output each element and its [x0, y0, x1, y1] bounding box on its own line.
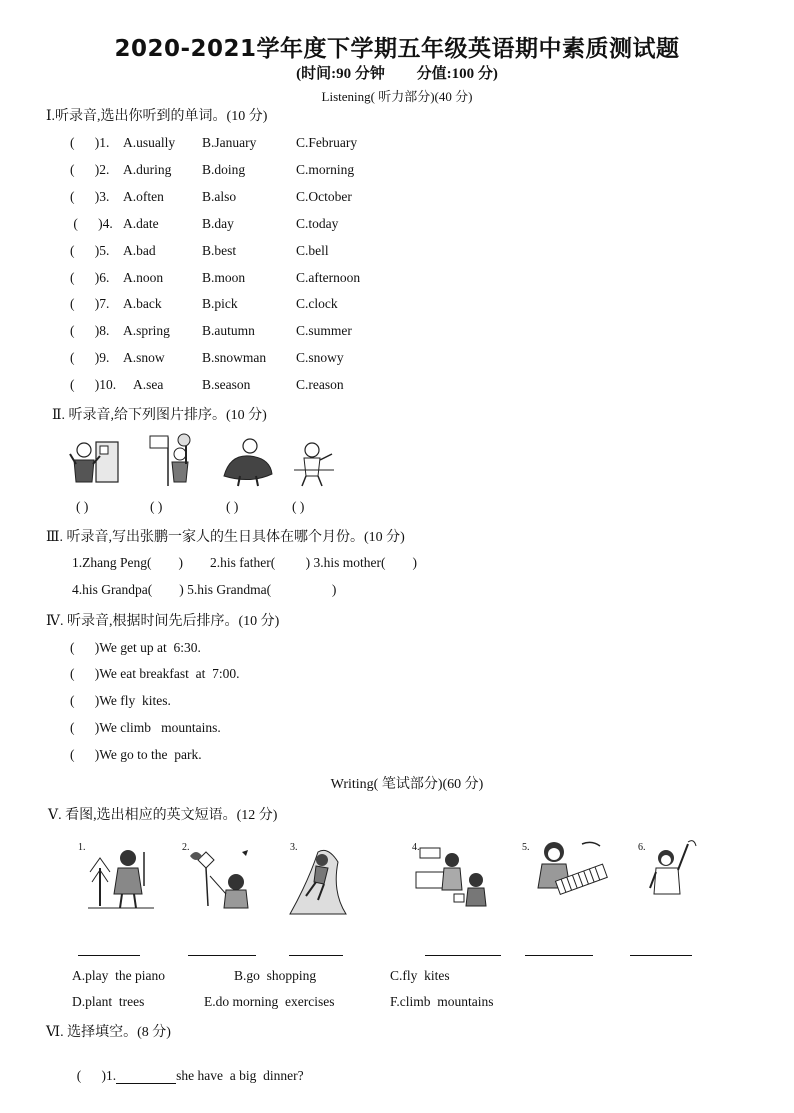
picture-4	[290, 440, 338, 488]
page-title: 2020-2021学年度下学期五年级英语期中素质测试题	[114, 36, 680, 62]
picture-play-the-piano	[522, 838, 608, 902]
answer-line-5[interactable]	[525, 955, 593, 956]
option-b-text: B.best	[202, 242, 237, 258]
option-b-text: B.also	[202, 188, 237, 204]
picture-number-2: 2.	[182, 842, 190, 853]
option-a-text: A.snow	[123, 350, 165, 366]
question-1-number: ( )1.	[76, 1068, 117, 1083]
option-b-text: B.season	[202, 377, 251, 393]
question-row	[0, 377, 794, 397]
listening-heading: Listening( 听力部分)(40 分)	[321, 89, 473, 104]
option-c-text: C.summer	[296, 323, 352, 339]
picture-number-1: 1.	[78, 842, 86, 853]
question-number[interactable]: ( )2.	[70, 161, 110, 177]
question-row	[0, 216, 794, 236]
picture-bracket-4[interactable]: ( )	[292, 499, 305, 514]
answer-line-6[interactable]	[630, 955, 692, 956]
option-c-text: C.morning	[296, 161, 355, 177]
option-b-text: B.autumn	[202, 323, 255, 339]
section-3-title: Ⅲ. 听录音,写出张鹏一家人的生日具体在哪个月份。(10 分)	[46, 530, 405, 545]
picture-number-3: 3.	[290, 842, 298, 853]
section-1-title: Ⅰ.听录音,选出你听到的单词。(10 分)	[46, 109, 268, 124]
option-c-text: C.today	[296, 215, 339, 231]
writing-heading: Writing( 笔试部分)(60 分)	[330, 777, 484, 792]
picture-number-4: 4.	[412, 842, 420, 853]
question-row	[0, 296, 794, 316]
picture-go-shopping	[414, 846, 494, 908]
subtitle-time: (时间:90 分钟	[296, 66, 385, 82]
answer-line-3[interactable]	[289, 955, 343, 956]
option-c-text: C.reason	[296, 377, 344, 393]
option-a-text: A.bad	[123, 242, 156, 258]
section-2-title: Ⅱ. 听录音,给下列图片排序。(10 分)	[52, 408, 267, 423]
picture-bracket-3[interactable]: ( )	[226, 499, 239, 514]
question-row	[0, 350, 794, 370]
picture-plant-trees	[86, 846, 156, 912]
question-number[interactable]: ( )9.	[70, 350, 110, 366]
option-b-text: B.snowman	[202, 350, 267, 366]
picture-do-morning-exercises	[644, 838, 700, 904]
picture-bracket-2[interactable]: ( )	[150, 499, 163, 514]
question-row	[0, 135, 794, 155]
section-3-line-1: 1.Zhang Peng( ) 2.his father( ) 3.his mother( )	[72, 555, 417, 570]
question-1-text: she have a big dinner?	[176, 1068, 304, 1083]
question-number[interactable]: ( )8.	[70, 323, 110, 339]
question-row	[0, 323, 794, 343]
section-6-question-1	[70, 1052, 304, 1083]
option-d: D.plant trees	[72, 994, 145, 1009]
option-a-text: A.spring	[123, 323, 170, 339]
question-number[interactable]: ( )4.	[70, 215, 113, 231]
section-4-item-5: ( )We go to the park.	[70, 747, 202, 762]
section-4-item-1: ( )We get up at 6:30.	[70, 640, 201, 655]
section-3-line-2: 4.his Grandpa( ) 5.his Grandma( )	[72, 582, 337, 597]
section-4-item-3: ( )We fly kites.	[70, 693, 171, 708]
option-a-text: A.noon	[123, 269, 164, 285]
option-f: F.climb mountains	[390, 994, 494, 1009]
question-1-blank[interactable]	[116, 1083, 176, 1084]
option-b-text: B.pick	[202, 296, 238, 312]
question-number[interactable]: ( )10.	[70, 377, 117, 393]
option-a-text: A.during	[123, 161, 172, 177]
option-b-text: B.doing	[202, 161, 246, 177]
picture-climb-mountains	[288, 842, 348, 916]
option-c-text: C.afternoon	[296, 269, 361, 285]
section-4-item-2: ( )We eat breakfast at 7:00.	[70, 666, 240, 681]
option-a: A.play the piano	[72, 968, 165, 983]
option-b-text: B.moon	[202, 269, 246, 285]
option-a-text: A.date	[123, 215, 159, 231]
picture-number-6: 6.	[638, 842, 646, 853]
question-row	[0, 243, 794, 263]
question-number[interactable]: ( )6.	[70, 269, 110, 285]
option-b-text: B.January	[202, 135, 257, 150]
section-4-title: Ⅳ. 听录音,根据时间先后排序。(10 分)	[46, 614, 280, 629]
section-5-title: Ⅴ. 看图,选出相应的英文短语。(12 分)	[48, 808, 278, 823]
option-c: C.fly kites	[390, 968, 450, 983]
subtitle	[0, 62, 794, 83]
section-4-item-4: ( )We climb mountains.	[70, 720, 221, 735]
option-c-text: C.October	[296, 188, 352, 204]
picture-bracket-1[interactable]: ( )	[76, 499, 89, 514]
option-c-text: C.snowy	[296, 350, 344, 366]
picture-number-5: 5.	[522, 842, 530, 853]
option-a-text: A.back	[123, 296, 162, 312]
answer-line-1[interactable]	[78, 955, 140, 956]
picture-fly-kites	[186, 846, 256, 910]
option-c-text: C.February	[296, 135, 358, 150]
section-6-title: Ⅵ. 选择填空。(8 分)	[46, 1025, 171, 1040]
question-number[interactable]: ( )5.	[70, 242, 110, 258]
option-c-text: C.bell	[296, 242, 329, 258]
question-row	[0, 162, 794, 182]
question-row	[0, 270, 794, 290]
picture-1	[66, 436, 126, 488]
option-b: B.go shopping	[234, 968, 317, 983]
question-row	[0, 189, 794, 209]
question-number[interactable]: ( )1.	[70, 135, 110, 150]
picture-2	[146, 430, 198, 488]
answer-line-4[interactable]	[425, 955, 501, 956]
answer-line-2[interactable]	[188, 955, 256, 956]
option-a-text: A.often	[123, 188, 164, 204]
option-c-text: C.clock	[296, 296, 338, 312]
subtitle-score: 分值:100 分)	[416, 66, 498, 82]
picture-3	[220, 436, 276, 488]
option-a-text: A.usually	[123, 135, 176, 150]
option-e: E.do morning exercises	[204, 994, 335, 1009]
question-number[interactable]: ( )3.	[70, 188, 110, 204]
question-number[interactable]: ( )7.	[70, 296, 110, 312]
option-a-text: A.sea	[133, 377, 164, 393]
option-b-text: B.day	[202, 215, 234, 231]
